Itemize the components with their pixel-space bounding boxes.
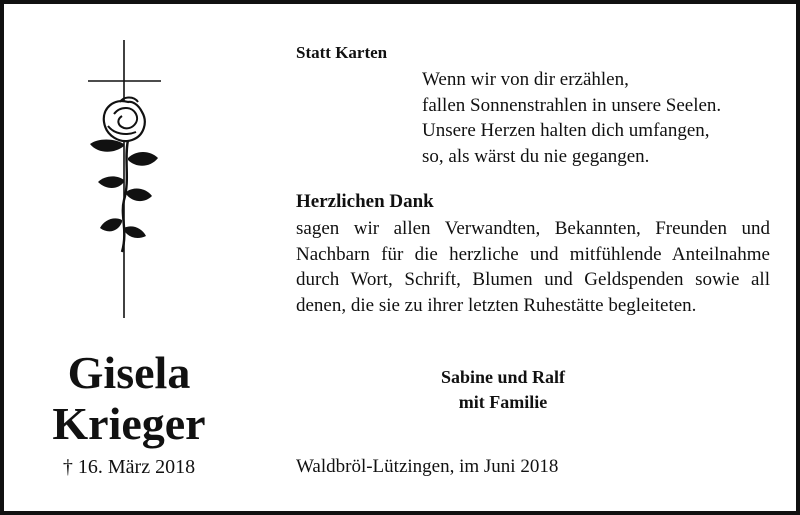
place-and-date: Waldbröl-Lützingen, im Juni 2018: [296, 456, 559, 477]
deceased-first-name: Gisela: [67, 347, 191, 398]
poem-line: Wenn wir von dir erzählen,: [422, 69, 629, 90]
poem-line: Unsere Herzen halten dich umfangen,: [422, 120, 710, 141]
signers-family: mit Familie: [458, 392, 548, 412]
poem-line: so, als wärst du nie gegangen.: [422, 145, 650, 167]
deceased-last-name: Krieger: [52, 398, 206, 449]
death-date: † 16. März 2018: [62, 456, 196, 478]
poem: [422, 67, 782, 169]
thanks-text: sagen wir allen Verwandten, Bekannten, Freunden und Nachbarn für die herzliche und mitfühlende Anteilnahme durch Wort, Schrift, Blumen und Geldspenden sowie all denen, die sie zu ihrer letzten Ruhestätte begleiteten.: [296, 218, 770, 316]
statt-karten-heading: Statt Karten: [296, 43, 388, 62]
poem-line: fallen Sonnenstrahlen in unsere Seelen.: [422, 94, 722, 116]
cross-with-rose-icon: [84, 40, 164, 322]
signers-names: Sabine und Ralf: [440, 367, 566, 387]
thanks-heading: Herzlichen Dank: [296, 191, 434, 212]
